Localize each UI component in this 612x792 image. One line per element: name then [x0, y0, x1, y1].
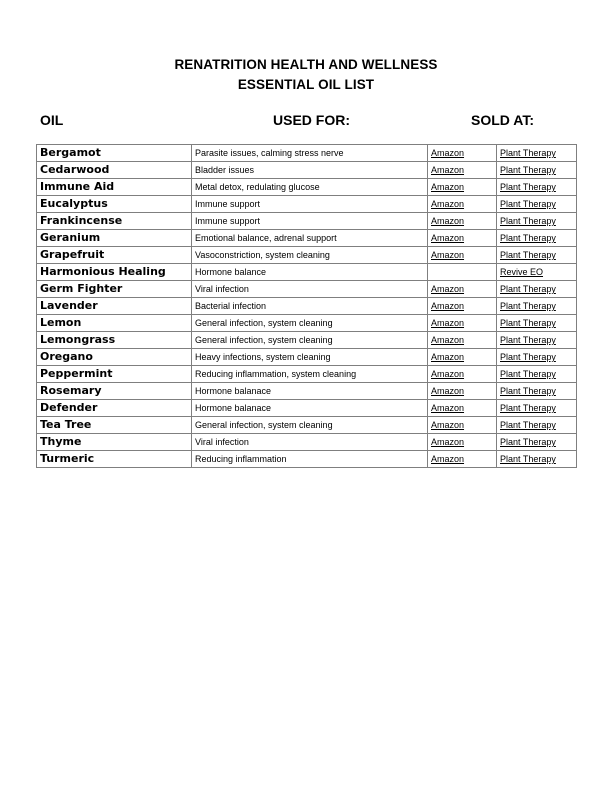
sold-at-cell-secondary: [497, 264, 577, 281]
sold-at-cell-secondary: [497, 162, 577, 179]
sold-at-cell-secondary: [497, 451, 577, 468]
sold-at-cell-secondary: [497, 366, 577, 383]
sold-at-cell-primary: [428, 451, 497, 468]
sold-at-cell-primary: [428, 298, 497, 315]
used-for-cell: Bacterial infection: [192, 298, 428, 315]
sold-at-cell-secondary: [497, 298, 577, 315]
sold-at-cell-secondary: [497, 349, 577, 366]
store-link-secondary[interactable]: Plant Therapy: [500, 216, 556, 226]
store-link-primary[interactable]: Amazon: [431, 318, 465, 328]
table-row: [37, 332, 577, 349]
sold-at-cell-secondary: [497, 400, 577, 417]
table-row: [37, 281, 577, 298]
store-link-secondary[interactable]: Plant Therapy: [500, 165, 556, 175]
store-link-primary[interactable]: Amazon: [431, 437, 465, 447]
store-link-primary[interactable]: Amazon: [431, 403, 465, 413]
oil-name-cell: Thyme: [37, 434, 192, 451]
sold-at-cell-primary: [428, 213, 497, 230]
sold-at-cell-primary: [428, 332, 497, 349]
store-link-secondary[interactable]: Plant Therapy: [500, 352, 556, 362]
store-link-primary[interactable]: Amazon: [431, 199, 465, 209]
used-for-cell: Viral infection: [192, 434, 428, 451]
store-link-primary[interactable]: Amazon: [431, 454, 465, 464]
document-subtitle: ESSENTIAL OIL LIST: [237, 77, 375, 92]
oil-name-cell: Frankincense: [37, 213, 192, 230]
sold-at-cell-primary: [428, 434, 497, 451]
sold-at-cell-primary: [428, 400, 497, 417]
store-link-secondary[interactable]: Plant Therapy: [500, 148, 556, 158]
store-link-secondary[interactable]: Plant Therapy: [500, 284, 556, 294]
store-link-secondary[interactable]: Plant Therapy: [500, 318, 556, 328]
used-for-cell: Hormone balance: [192, 264, 428, 281]
oil-name-cell: Lemon: [37, 315, 192, 332]
sold-at-cell-primary: [428, 247, 497, 264]
store-link-secondary[interactable]: Plant Therapy: [500, 454, 556, 464]
sold-at-cell-secondary: [497, 383, 577, 400]
sold-at-cell-primary: [428, 264, 497, 281]
sold-at-cell-secondary: [497, 315, 577, 332]
sold-at-cell-primary: [428, 196, 497, 213]
used-for-cell: Metal detox, redulating glucose: [192, 179, 428, 196]
sold-at-cell-primary: [428, 162, 497, 179]
oil-name-cell: Bergamot: [37, 145, 192, 162]
oil-name-cell: Turmeric: [37, 451, 192, 468]
oil-name-cell: Germ Fighter: [37, 281, 192, 298]
store-link-secondary[interactable]: Plant Therapy: [500, 199, 556, 209]
store-link-primary[interactable]: Amazon: [431, 386, 465, 396]
store-link-primary[interactable]: Amazon: [431, 369, 465, 379]
sold-at-cell-secondary: [497, 247, 577, 264]
used-for-cell: Viral infection: [192, 281, 428, 298]
sold-at-cell-secondary: [497, 230, 577, 247]
used-for-cell: Vasoconstriction, system cleaning: [192, 247, 428, 264]
sold-at-cell-secondary: [497, 281, 577, 298]
used-for-cell: Immune support: [192, 213, 428, 230]
store-link-primary[interactable]: Amazon: [431, 301, 465, 311]
store-link-secondary[interactable]: Plant Therapy: [500, 233, 556, 243]
used-for-cell: General infection, system cleaning: [192, 332, 428, 349]
store-link-primary[interactable]: Amazon: [431, 182, 465, 192]
store-link-secondary[interactable]: Plant Therapy: [500, 437, 556, 447]
store-link-primary[interactable]: Amazon: [431, 420, 465, 430]
sold-at-cell-secondary: [497, 145, 577, 162]
sold-at-cell-secondary: [497, 417, 577, 434]
table-row: [37, 417, 577, 434]
table-row: [37, 145, 577, 162]
store-link-primary[interactable]: Amazon: [431, 148, 465, 158]
table-row: [37, 196, 577, 213]
oil-name-cell: Rosemary: [37, 383, 192, 400]
sold-at-cell-primary: [428, 349, 497, 366]
table-row: [37, 400, 577, 417]
sold-at-cell-secondary: [497, 332, 577, 349]
sold-at-cell-secondary: [497, 434, 577, 451]
oil-name-cell: Oregano: [37, 349, 192, 366]
store-link-secondary[interactable]: Plant Therapy: [500, 420, 556, 430]
store-link-secondary[interactable]: Plant Therapy: [500, 386, 556, 396]
essential-oil-table: [36, 144, 577, 468]
store-link-primary[interactable]: Amazon: [431, 352, 465, 362]
store-link-primary[interactable]: Amazon: [431, 250, 465, 260]
oil-name-cell: Geranium: [37, 230, 192, 247]
document-title: RENATRITION HEALTH AND WELLNESS: [174, 57, 438, 72]
column-header-used-for: USED FOR:: [273, 112, 350, 128]
table-row: [37, 298, 577, 315]
store-link-primary[interactable]: Amazon: [431, 284, 465, 294]
sold-at-cell-primary: [428, 281, 497, 298]
used-for-cell: Reducing inflammation, system cleaning: [192, 366, 428, 383]
store-link-secondary[interactable]: Plant Therapy: [500, 369, 556, 379]
sold-at-cell-secondary: [497, 213, 577, 230]
column-header-sold-at: SOLD AT:: [471, 112, 534, 128]
oil-name-cell: Tea Tree: [37, 417, 192, 434]
table-row: [37, 264, 577, 281]
oil-name-cell: Harmonious Healing: [37, 264, 192, 281]
column-header-oil: OIL: [40, 112, 64, 128]
oil-name-cell: Cedarwood: [37, 162, 192, 179]
store-link-secondary[interactable]: Revive EO: [500, 267, 544, 277]
sold-at-cell-primary: [428, 315, 497, 332]
table-row: [37, 315, 577, 332]
used-for-cell: General infection, system cleaning: [192, 417, 428, 434]
sold-at-cell-secondary: [497, 179, 577, 196]
table-row: [37, 179, 577, 196]
store-link-primary[interactable]: Amazon: [431, 165, 465, 175]
store-link-secondary[interactable]: Plant Therapy: [500, 250, 556, 260]
store-link-primary[interactable]: Amazon: [431, 233, 465, 243]
used-for-cell: Hormone balanace: [192, 383, 428, 400]
table-row: [37, 366, 577, 383]
sold-at-cell-primary: [428, 366, 497, 383]
sold-at-cell-primary: [428, 145, 497, 162]
oil-name-cell: Grapefruit: [37, 247, 192, 264]
used-for-cell: Bladder issues: [192, 162, 428, 179]
used-for-cell: Immune support: [192, 196, 428, 213]
table-row: [37, 383, 577, 400]
sold-at-cell-secondary: [497, 196, 577, 213]
store-link-primary[interactable]: Amazon: [431, 216, 465, 226]
table-row: [37, 247, 577, 264]
oil-name-cell: Lemongrass: [37, 332, 192, 349]
essential-oil-table-body: [37, 145, 577, 468]
oil-name-cell: Lavender: [37, 298, 192, 315]
table-row: [37, 213, 577, 230]
table-row: [37, 349, 577, 366]
oil-name-cell: Peppermint: [37, 366, 192, 383]
used-for-cell: Reducing inflammation: [192, 451, 428, 468]
table-row: [37, 451, 577, 468]
store-link-secondary[interactable]: Plant Therapy: [500, 182, 556, 192]
oil-name-cell: Eucalyptus: [37, 196, 192, 213]
oil-name-cell: Immune Aid: [37, 179, 192, 196]
used-for-cell: Hormone balanace: [192, 400, 428, 417]
store-link-secondary[interactable]: Plant Therapy: [500, 335, 556, 345]
sold-at-cell-primary: [428, 230, 497, 247]
table-row: [37, 162, 577, 179]
sold-at-cell-primary: [428, 383, 497, 400]
sold-at-cell-primary: [428, 417, 497, 434]
store-link-primary[interactable]: Amazon: [431, 335, 465, 345]
used-for-cell: General infection, system cleaning: [192, 315, 428, 332]
store-link-secondary[interactable]: Plant Therapy: [500, 403, 556, 413]
table-row: [37, 434, 577, 451]
table-row: [37, 230, 577, 247]
used-for-cell: Parasite issues, calming stress nerve: [192, 145, 428, 162]
sold-at-cell-primary: [428, 179, 497, 196]
used-for-cell: Heavy infections, system cleaning: [192, 349, 428, 366]
store-link-secondary[interactable]: Plant Therapy: [500, 301, 556, 311]
oil-name-cell: Defender: [37, 400, 192, 417]
used-for-cell: Emotional balance, adrenal support: [192, 230, 428, 247]
